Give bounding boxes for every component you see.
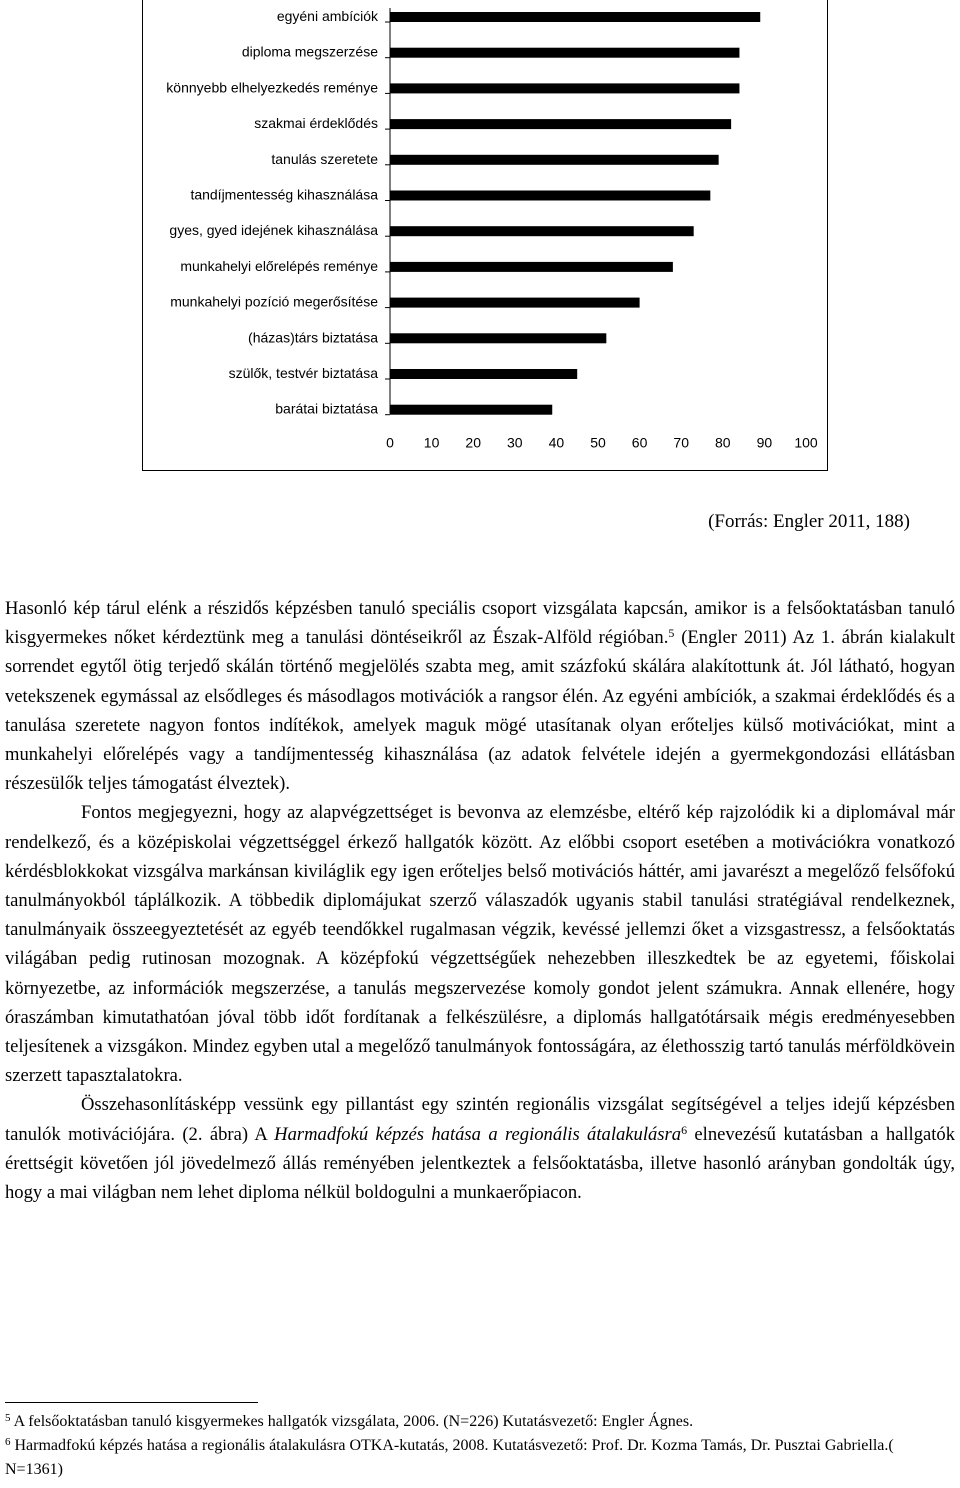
bar-6 xyxy=(390,226,694,236)
bar-3 xyxy=(390,119,731,129)
footnote-ref-6[interactable]: 6 xyxy=(681,1122,688,1137)
category-label-3: szakmai érdeklődés xyxy=(254,115,378,132)
category-label-9: (házas)társ biztatása xyxy=(248,329,378,346)
x-tick-label-10: 100 xyxy=(794,434,818,451)
bar-5 xyxy=(390,191,710,201)
category-label-10: szülők, testvér biztatása xyxy=(228,365,378,381)
x-tick-label-4: 40 xyxy=(548,434,565,451)
category-label-5: tandíjmentesség kihasználása xyxy=(190,186,378,203)
x-tick-label-3: 30 xyxy=(507,434,523,451)
x-tick-label-5: 50 xyxy=(590,434,606,451)
study-title: Harmadfokú képzés hatása a regionális átalakulásra xyxy=(274,1123,682,1145)
x-tick-label-2: 20 xyxy=(465,434,481,451)
footnote-separator xyxy=(5,1402,258,1403)
category-label-7: munkahelyi előrelépés reménye xyxy=(180,257,378,274)
paragraph-2: Fontos megjegyezni, hogy az alapvégzettséget is bevonva az elemzésbe, eltérő kép rajzolódik ki a diplomával már rendelkező, és a középiskolai végzettséggel érkező hallgatók között. Az előbbi csoport esetében a motivációkra vonatkozó kérdésblokkokat vizsgálva markánsan kiviláglik egy igen erőteljes belső motivációs háttér, ami javarészt a megelőző felsőfokú tanulmányokból táplálkozik. A többedik diplomájukat szerző válaszadók ugyanis stabil tanulási stratégiával rendelkeznek, tanulmányaik összeegyeztetését az egyéb teendőkkel rugalmasan végzik, kevéssé jellemzi őket a vizsgastressz, a felsőoktatás világában pedig rutinosan mozognak. A középfokú végzettségűek nehezebben illeszkedtek be az egyetemi, főiskolai környezetbe, az információk megszerzése, a tanulás megszervezése komoly gondot jelent számukra. Annak ellenére, hogy óraszámban kimutathatóan jóval több időt fordítanak a felkészülésre, a diplomás hallgatótársaik mégis eredményesebben teljesítenek a vizsgákon. Mindez egyben utal a megelőző tanulmányok fontosságára, az élethosszig tartó tanulás mérföldkövein szerzett tapasztalatokra. xyxy=(5,802,955,1087)
x-tick-label-6: 60 xyxy=(631,434,648,451)
category-label-8: munkahelyi pozíció megerősítése xyxy=(170,293,378,310)
bar-10 xyxy=(390,369,577,379)
category-label-11: barátai biztatása xyxy=(275,400,378,417)
body-text xyxy=(5,594,955,1207)
bar-4 xyxy=(390,155,719,165)
category-label-0: egyéni ambíciók xyxy=(276,8,378,24)
paragraph-1: Hasonló kép tárul elénk a részidős képzésben tanuló speciális csoport vizsgálata kapcsán, amikor is a felsőoktatásban tanuló kisgyermekes nőket kérdeztünk meg a tanulási döntéseikről az Észak-Alföld régióban.$^5$ (Engler 2011) Az 1. ábrán kialakult sorrendet egytől ötig terjedő skálán történő megjelölés szabta meg, amit százfokú skálára alakítottunk át. Jól látható, hogyan vetekszenek egymással az elsődleges és másodlagos motivációk a rangsor élén. Az egyéni ambíciók, a szakmai érdeklődés és a tanulása szeretete nagyon fontos indítékok, amelyek maguk mögé utasítanak olyan erőteljes külső motivációkat, mint a munkahelyi előrelépés vagy a tandíjmentesség kihasználása (az adatok felvétele idején a gyermekgondozási ellátásban részesülők teljes támogatást élveztek). xyxy=(5,598,955,795)
x-tick-label-1: 10 xyxy=(423,434,440,451)
x-tick-label-0: 0 xyxy=(386,434,394,451)
x-tick-label-7: 70 xyxy=(673,434,689,451)
bar-9 xyxy=(390,333,606,343)
footnote-5: $^5$ A felsőoktatásban tanuló kisgyermekes hallgatók vizsgálata, 2006. (N=226) Kutatásvezető: Engler Ágnes. xyxy=(5,1412,694,1430)
category-label-6: gyes, gyed idejének kihasználása xyxy=(169,222,378,239)
footnotes xyxy=(5,1410,955,1482)
x-tick-label-8: 80 xyxy=(715,434,731,451)
footnote-6: $^6$ Harmadfokú képzés hatása a regionális átalakulásra OTKA-kutatás, 2008. Kutatásvezető: Prof. Dr. Kozma Tamás, Dr. Pusztai Gabriella.( N=1361) xyxy=(5,1436,894,1478)
category-label-4: tanulás szeretete xyxy=(271,150,378,167)
motivation-bar-chart xyxy=(143,0,829,471)
category-label-1: diploma megszerzése xyxy=(241,43,378,60)
figure-source: (Forrás: Engler 2011, 188) xyxy=(708,511,910,532)
x-tick-label-9: 90 xyxy=(756,434,773,451)
bar-0 xyxy=(390,12,760,22)
bar-11 xyxy=(390,405,552,415)
bar-8 xyxy=(390,298,640,308)
bar-1 xyxy=(390,48,739,58)
category-label-2: könnyebb elhelyezkedés reménye xyxy=(166,79,378,96)
chart-frame xyxy=(142,0,828,471)
bar-7 xyxy=(390,262,673,272)
footnote-ref-5[interactable]: 5 xyxy=(668,626,675,641)
bar-2 xyxy=(390,83,739,93)
paragraph-3: Összehasonlításképp vessünk egy pillantást egy szintén regionális vizsgálat segítségével a teljes idejű képzésben tanulók motivációjára. (2. ábra) A Harmadfokú képzés hatása a regionális átalakulásra$^6$ elnevezésű kutatásban a hallgatók érettségit követően jól jövedelmező állás reményében jelentkeztek a felsőoktatásba, illetve hasonló arányban gondolták úgy, hogy a mai világban nem lehet diploma nélkül boldogulni a munkaerőpiacon. xyxy=(5,1094,956,1204)
